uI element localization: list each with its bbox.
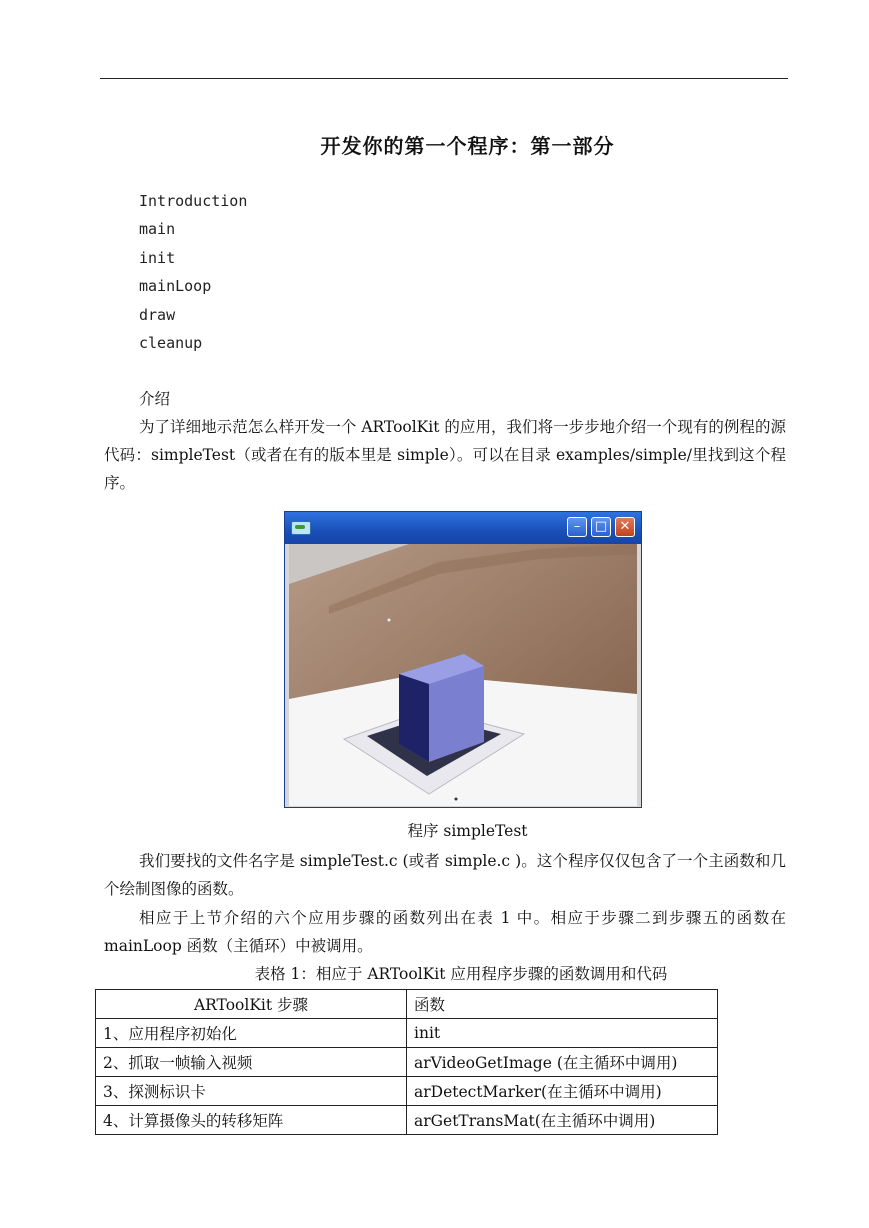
close-button[interactable]: ✕ (615, 517, 635, 537)
toc-item-init[interactable]: init (139, 248, 176, 267)
table-row (96, 1019, 718, 1048)
function-cell: arGetTransMat(在主循环中调用) (407, 1106, 718, 1135)
file-paragraph: 我们要找的文件名字是 simpleTest.c (或者 simple.c )。这个程序仅仅包含了一个主函数和几个绘制图像的函数。 (104, 852, 786, 898)
maximize-button[interactable]: □ (591, 517, 611, 537)
steps-paragraph: 相应于上节介绍的六个应用步骤的函数列出在表 1 中。相应于步骤二到步骤五的函数在 mainLoop 函数（主循环）中被调用。 (104, 909, 786, 955)
function-cell: arDetectMarker(在主循环中调用) (407, 1077, 718, 1106)
header-function: 函数 (407, 990, 718, 1019)
intro-paragraph: 为了详细地示范怎么样开发一个 ARToolKit 的应用，我们将一步步地介绍一个现有的例程的源代码：simpleTest（或者在有的版本里是 simple）。可以在目录 examples/simple/里找到这个程序。 (104, 418, 786, 492)
figure-caption: 程序 simpleTest (407, 822, 528, 840)
step-cell: 1、应用程序初始化 (96, 1019, 407, 1048)
paper-dot (455, 798, 458, 801)
minimize-button[interactable]: – (567, 517, 587, 537)
function-cell: init (407, 1019, 718, 1048)
toc-item-introduction[interactable]: Introduction (139, 192, 248, 210)
toc-item-cleanup[interactable]: cleanup (139, 333, 203, 352)
window-titlebar (285, 512, 641, 544)
toc-item-mainloop[interactable]: mainLoop (139, 277, 212, 296)
ar-scene (289, 544, 637, 806)
table-speck (388, 619, 391, 622)
function-cell: arVideoGetImage (在主循环中调用) (407, 1048, 718, 1077)
table-row (96, 1106, 718, 1135)
table-caption: 表格 1：相应于 ARToolKit 应用程序步骤的函数调用和代码 (254, 965, 668, 983)
section-heading-intro: 介绍 (139, 390, 171, 408)
table-of-contents (139, 190, 247, 360)
header-rule (100, 78, 788, 79)
page-title: 开发你的第一个程序：第一部分 (320, 134, 615, 158)
step-cell: 4、计算摄像头的转移矩阵 (96, 1106, 407, 1135)
step-cell: 2、抓取一帧输入视频 (96, 1048, 407, 1077)
toc-item-main[interactable]: main (139, 220, 176, 239)
toc-item-draw[interactable]: draw (139, 305, 176, 324)
app-window-icon (291, 521, 311, 535)
table-row (96, 1048, 718, 1077)
table-header-row (96, 990, 718, 1019)
table-row (96, 1077, 718, 1106)
steps-table (95, 989, 718, 1135)
step-cell: 3、探测标识卡 (96, 1077, 407, 1106)
simpletest-screenshot (284, 511, 642, 808)
header-step: ARToolKit 步骤 (96, 990, 407, 1019)
